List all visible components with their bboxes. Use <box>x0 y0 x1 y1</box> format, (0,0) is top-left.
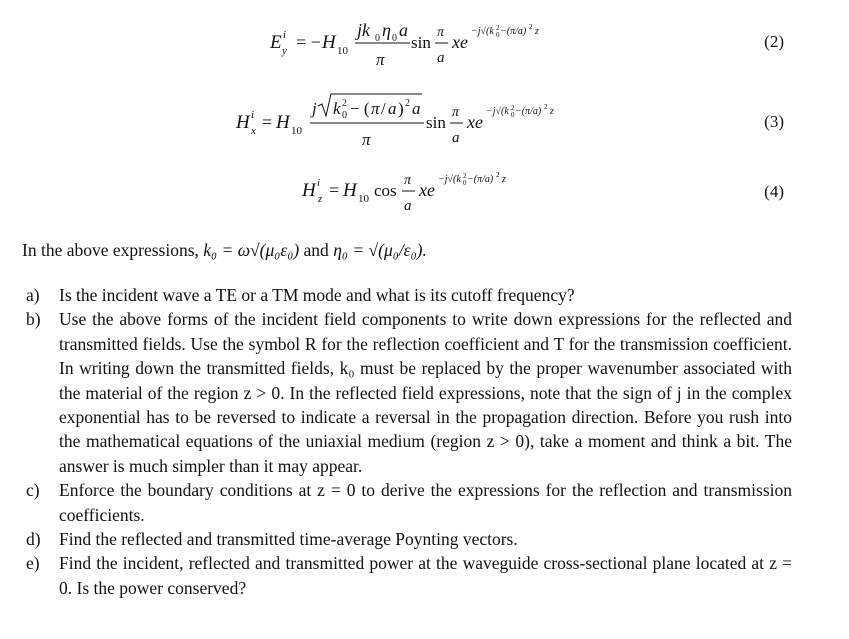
svg-text:H: H <box>236 112 250 133</box>
question-text: Use the above forms of the incident field components to write down expressions for the reflected and transmitted fields. Use the symbol R for the reflection coefficient and T for the transmission coefficient. In writing down the transmitted fields, k₀ must be replaced by the proper wavenumber associated with the material of the region z > 0. In the reflected field expressions, note that the sign of j in the complex exponential has to be reversed to indicate a reversal in the propagation direction. Before you rush into the mathematical equations of the uniaxial medium (region z > 0), take a moment and think a bit. The answer is much simpler than it may appear. <box>59 309 792 476</box>
equation-2-formula <box>0 8 849 68</box>
svg-text:z: z <box>535 26 539 37</box>
question-text: Find the incident, reflected and transmitted power at the waveguide cross-sectional plane located at z = 0. Is the power conserved? <box>59 553 792 598</box>
svg-text:H: H <box>322 32 336 53</box>
svg-text:10: 10 <box>358 193 369 205</box>
question-label: d) <box>26 529 41 550</box>
intro-paragraph <box>22 238 427 262</box>
question-label: c) <box>26 480 40 501</box>
svg-text:sin: sin <box>411 33 431 52</box>
svg-text:π: π <box>362 130 371 149</box>
svg-text:xe: xe <box>467 112 483 132</box>
svg-text:z: z <box>318 193 323 205</box>
question-label: e) <box>26 553 40 574</box>
svg-text:sin: sin <box>426 113 446 132</box>
svg-text:π: π <box>371 99 380 118</box>
svg-text:y: y <box>282 45 287 57</box>
svg-text:0: 0 <box>375 33 380 44</box>
svg-text:i: i <box>283 29 287 41</box>
svg-text:E: E <box>270 32 282 53</box>
svg-text:z: z <box>550 106 554 117</box>
svg-text:=: = <box>329 180 340 200</box>
question-label: b) <box>26 309 41 330</box>
svg-text:H: H <box>343 180 357 201</box>
svg-text:π: π <box>376 50 385 69</box>
eta0-definition: η₀ = √(μ₀/ε₀). <box>333 240 427 260</box>
svg-text:k: k <box>333 99 341 118</box>
svg-text:2: 2 <box>544 103 548 111</box>
svg-text:−j√(k: −j√(k <box>438 174 461 185</box>
svg-text:−(π/a): −(π/a) <box>515 106 542 117</box>
svg-text:0: 0 <box>392 33 397 44</box>
equation-4-formula <box>0 158 849 218</box>
svg-text:x: x <box>251 125 256 137</box>
question-item <box>22 283 792 307</box>
svg-text:−j√(k: −j√(k <box>471 26 494 37</box>
svg-text:− (: − ( <box>350 99 370 118</box>
svg-text:= −: = − <box>296 32 321 52</box>
svg-text:xe: xe <box>452 32 468 52</box>
svg-text:0: 0 <box>511 111 515 119</box>
question-item <box>22 478 792 527</box>
question-item <box>22 551 792 600</box>
svg-text:η: η <box>382 20 391 40</box>
svg-text:0: 0 <box>463 179 467 187</box>
svg-text:2: 2 <box>496 171 500 179</box>
equation-2 <box>0 8 849 68</box>
svg-text:π: π <box>404 173 412 188</box>
question-text: Is the incident wave a TE or a TM mode and what is its cutoff frequency? <box>59 285 575 305</box>
svg-text:): ) <box>398 99 404 118</box>
equation-3-formula <box>0 86 849 150</box>
question-label: a) <box>26 285 40 305</box>
svg-text:2: 2 <box>342 98 347 109</box>
equation-number: (2) <box>764 32 784 51</box>
svg-text:2: 2 <box>405 98 410 109</box>
equation-number: (3) <box>764 112 784 131</box>
svg-text:=: = <box>262 112 273 132</box>
svg-text:i: i <box>251 109 255 121</box>
svg-text:2: 2 <box>463 172 467 180</box>
svg-text:10: 10 <box>337 45 348 57</box>
question-text: Enforce the boundary conditions at z = 0 to derive the expressions for the reflection and transmission coefficients. <box>59 480 792 525</box>
equation-number: (4) <box>764 182 784 201</box>
svg-text:2: 2 <box>529 23 533 31</box>
svg-text:−(π/a): −(π/a) <box>500 26 527 37</box>
svg-text:−j√(k: −j√(k <box>486 106 509 117</box>
svg-text:xe: xe <box>419 180 435 200</box>
svg-text:/: / <box>381 99 386 118</box>
question-item <box>22 307 792 478</box>
svg-text:2: 2 <box>496 24 500 32</box>
equation-4 <box>0 158 849 218</box>
svg-text:0: 0 <box>496 31 500 39</box>
equation-3 <box>0 86 849 149</box>
svg-text:jk: jk <box>357 20 370 40</box>
question-item <box>22 527 792 551</box>
svg-text:a: a <box>437 50 445 66</box>
svg-text:π: π <box>452 105 460 120</box>
k0-definition: k₀ = ω√(μ₀ε₀) <box>203 240 300 260</box>
svg-text:z: z <box>502 174 506 185</box>
question-text: Find the reflected and transmitted time-average Poynting vectors. <box>59 529 518 550</box>
svg-text:cos: cos <box>374 181 397 200</box>
svg-text:H: H <box>302 180 316 201</box>
svg-text:a: a <box>388 99 397 118</box>
svg-text:π: π <box>437 25 445 40</box>
svg-text:a: a <box>399 20 408 40</box>
intro-and: and <box>303 240 329 260</box>
question-list <box>22 283 792 600</box>
svg-text:i: i <box>317 177 321 189</box>
svg-text:2: 2 <box>511 104 515 112</box>
svg-text:−(π/a): −(π/a) <box>467 174 494 185</box>
svg-text:0: 0 <box>342 110 347 121</box>
svg-text:a: a <box>412 99 421 118</box>
svg-text:a: a <box>452 130 460 146</box>
svg-text:j: j <box>312 99 317 118</box>
svg-text:a: a <box>404 198 412 214</box>
svg-text:10: 10 <box>291 125 302 137</box>
svg-text:H: H <box>276 112 290 133</box>
intro-text: In the above expressions, <box>22 240 199 260</box>
